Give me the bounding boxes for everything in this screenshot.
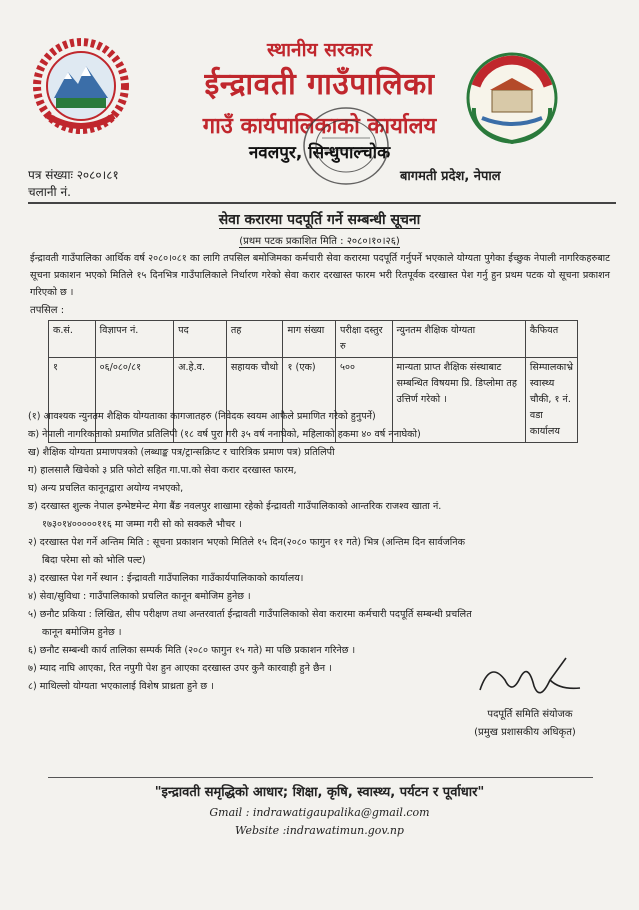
col-demand: माग संख्या — [283, 321, 336, 358]
header-office-name: गाउँ कार्यपालिकाको कार्यालय — [202, 114, 437, 139]
term-item: २) दरखास्त पेश गर्ने अन्तिम मिति : सूचना प्रकाशन भएको मितिले १५ दिन(२०८० फागुन ११ गते) भित्र (अन्तिम दिन सार्वजनिक — [28, 537, 465, 548]
cell-ad-number: ०६/०८०/८१ — [95, 358, 173, 443]
cell-qualification: मान्यता प्राप्त शैक्षिक संस्थाबाट सम्बन्धित विषयमा प्रि. डिप्लोमा तह उत्तिर्ण गरेको । — [392, 358, 525, 443]
term-item: कानून बमोजिम हुनेछ । — [42, 627, 122, 638]
footer-divider — [48, 777, 593, 778]
signatory-designation: (प्रमुख प्रशासकीय अधिकृत) — [474, 727, 576, 738]
term-item: (१) आवश्यक न्युनतम शैक्षिक योग्यताका कागजातहरु (निवेदक स्वयम आफैले प्रमाणित गरेको हुनुपर्ने) — [28, 411, 376, 422]
cell-level: सहायक चौथो — [226, 358, 283, 443]
cell-serial: १ — [49, 358, 96, 443]
details-label: तपसिल : — [30, 305, 65, 316]
col-ad-number: विज्ञापन नं. — [95, 321, 173, 358]
col-post: पद — [174, 321, 227, 358]
office-stamp-icon — [300, 104, 392, 188]
cell-post: अ.हे.व. — [174, 358, 227, 443]
term-item: क) नेपाली नागरिकताको प्रमाणित प्रतिलिपी (१८ वर्ष पुरा गरी ३५ वर्ष ननाघेको, महिलाको हकमा ४० वर्ष ननाघेको) — [28, 429, 421, 440]
published-date: (प्रथम पटक प्रकाशित मिति : २०८०।१०।२६) — [239, 236, 400, 247]
term-item: ३) दरखास्त पेश गर्ने स्थान : ईन्द्रावती गाउँपालिका गाउँकार्यपालिकाको कार्यालय। — [28, 573, 304, 584]
term-item: ४) सेवा/सुविधा : गाउँपालिकाको प्रचलित कानून बमोजिम हुनेछ । — [28, 591, 251, 602]
footer-website: Website :indrawatimun.gov.np — [235, 824, 404, 837]
header-municipality-name: ईन्द्रावती गाउँपालिका — [204, 67, 435, 102]
header-divider — [28, 202, 616, 204]
term-item: बिदा परेमा सो को भोलि पल्ट) — [42, 555, 146, 566]
signature-icon — [470, 650, 590, 710]
term-item: ७) म्याद नाघि आएका, रित नपुगी पेश हुन आएका दरखास्त उपर कुनै कारवाही हुने छैन । — [28, 663, 332, 674]
cell-fee: ५०० — [336, 358, 393, 443]
notice-title: सेवा करारमा पदपूर्ति गर्ने सम्बन्धी सूचना — [218, 212, 421, 228]
term-item: ६) छनौट सम्बन्धी कार्य तालिका सम्पर्क मिति (२०८० फागुन १५ गते) मा पछि प्रकाशन गरिनेछ । — [28, 645, 356, 656]
col-qualification: न्युनतम शैक्षिक योग्यता — [392, 321, 525, 358]
cell-remarks: सिम्पालकाभ्रे स्वास्थ्य चौकी, १ नं. वडा कार्यालय — [525, 358, 577, 443]
term-item: ख) शैक्षिक योग्यता प्रमाणपत्रको (लब्धाङ्क पत्र/ट्रान्सक्रिप्ट र चारित्रिक प्रमाण पत्र) प्रतिलिपी — [28, 447, 335, 458]
letter-reference-number: पत्र संख्याः २०८०।८१ — [28, 168, 119, 182]
col-fee: परीक्षा दस्तुर रु — [336, 321, 393, 358]
header-address: नवलपुर, सिन्धुपाल्चोक — [248, 143, 391, 163]
signatory-title: पदपूर्ति समिति संयोजक — [487, 709, 573, 720]
term-item: ग) हालसालै खिचेको ३ प्रति फोटो सहित गा.पा.को सेवा करार दरखास्त फारम, — [28, 465, 297, 476]
dispatch-number: चलानी नं. — [28, 185, 71, 199]
col-level: तह — [226, 321, 283, 358]
col-remarks: कैफियत — [525, 321, 577, 358]
term-item: ङ) दरखास्त शुल्क नेपाल इन्भेष्टमेन्ट मेगा बैंङ नवलपुर शाखामा रहेको ईन्द्रावती गाउँपालिकाको आन्तरिक राजश्व खाता नं. — [28, 501, 442, 512]
col-serial: क.सं. — [49, 321, 96, 358]
header-local-government: स्थानीय सरकार — [266, 39, 373, 61]
term-item: घ) अन्य प्रचलित कानूनद्वारा अयोग्य नभएको, — [28, 483, 184, 494]
term-item: १७३०१४०००००११६ मा जम्मा गरी सो को सक्कलै भौचर । — [42, 519, 242, 530]
footer-email: Gmail : indrawatigaupalika@gmail.com — [209, 806, 430, 819]
table-header-row — [49, 321, 578, 358]
term-item: ८) माथिल्लो योग्यता भएकालाई विशेष प्राथ्रता हुने छ । — [28, 681, 214, 692]
notice-paragraph: ईन्द्रावती गाउँपालिका आर्थिक वर्ष २०८०।०८१ का लागि तपसिल बमोजिमका कर्मचारी सेवा करारमा पदपूर्ति गर्नुपर्ने भएकाले योग्यता पुगेका ईच्छुक नेपाली नागरिकहरुबाट सूचना प्रकाशन भएको मितिले १५ दिनभित्र गाउँपालिकाले निर्धारण गरेको सेवा करार दरखास्त फारम भरी रितपूर्वक दरखास्त पेश गर्नु हुन प्रथम पटक यो सूचना प्रकाशन गरिएको छ । — [30, 253, 610, 298]
province-label: बागमती प्रदेश, नेपाल — [400, 169, 501, 184]
cell-demand: १ (एक) — [283, 358, 336, 443]
footer-slogan: "इन्द्रावती समृद्धिको आधार; शिक्षा, कृषि, स्वास्थ्य, पर्यटन र पूर्वाधार" — [154, 785, 485, 800]
term-item: ५) छनौट प्रकिया : लिखित, सीप परीक्षण तथा अन्तरवार्ता ईन्द्रावती गाउँपालिकाको सेवा करारमा कर्मचारी पदपूर्ति सम्बन्धी प्रचलित — [28, 609, 472, 620]
